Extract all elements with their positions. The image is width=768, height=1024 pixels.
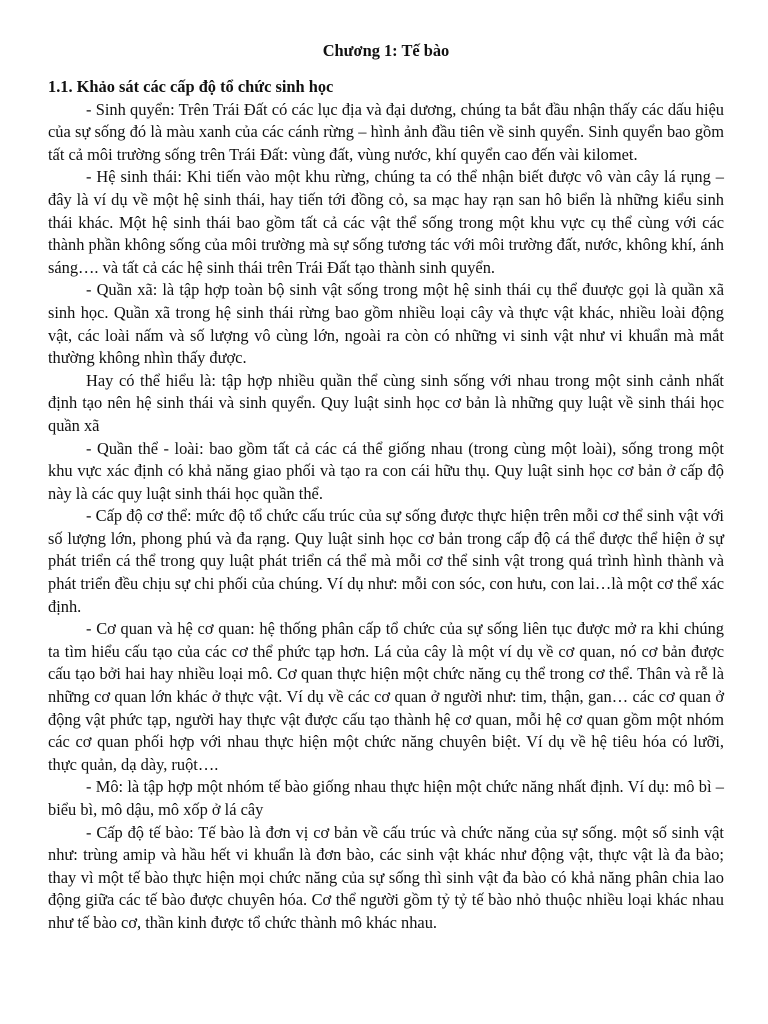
paragraph-cap-do-co-the: - Cấp độ cơ thể: mức độ tổ chức cấu trúc của sự sống được thực hiện trên mỗi cơ thể sinh vật với số lượng lớn, phong phú và đa rạng. Quy luật sinh học cơ bản trong cấp độ cá thể được thể hiện ở sự phát triển cá thể trong quy luật phát triển cá thể mà mỗi cơ thể sinh vật trong quá trình hình thành và phát triển đều chịu sự chi phối của chúng. Ví dụ như: mỗi con sóc, con hưu, con lai…là một cơ thể xác định. (48, 506, 724, 616)
chapter-title: Chương 1: Tế bào (322, 41, 450, 60)
section-title: 1.1. Khảo sát các cấp độ tổ chức sinh học (48, 77, 334, 96)
paragraph-cap-do-te-bao: - Cấp độ tế bào: Tế bào là đơn vị cơ bản về cấu trúc và chức năng của sự sống. một số sinh vật như: trùng amip và hầu hết vi khuẩn là đơn bào, các sinh vật khác như động vật, thực vật là đa bào; thay vì một tế bào thực hiện mọi chức năng của sự sống thì sinh vật đa bào có khả năng phân chia lao động giữa các tế bào được chuyên hóa. Cơ thể người gồm tỷ tỷ tế bào nhỏ thuộc nhiều loại khác nhau như tế bào cơ, thần kinh được tổ chức thành mô khác nhau. (48, 822, 724, 932)
paragraph-mo: - Mô: là tập hợp một nhóm tế bào giống nhau thực hiện một chức năng nhất định. Ví dụ: mô bì – biểu bì, mô dậu, mô xốp ở lá cây (48, 777, 724, 819)
paragraph-sinh-quyen: - Sinh quyển: Trên Trái Đất có các lục địa và đại dương, chúng ta bắt đầu nhận thấy các dấu hiệu của sự sống đó là màu xanh của các cánh rừng – hình ảnh đầu tiên về sinh quyển. Sinh quyển bao gồm tất cả môi trường sống trên Trái Đất: vùng đất, vùng nước, khí quyển cao đến vài kilomet. (48, 99, 724, 164)
paragraph-hay-co-the-hieu: Hay có thể hiểu là: tập hợp nhiều quần thể cùng sinh sống với nhau trong một sinh cảnh nhất định tạo nên hệ sinh thái và sinh quyển. Quy luật sinh học cơ bản là những quy luật về sinh thái học quần xã (48, 370, 724, 435)
paragraph-he-sinh-thai: - Hệ sinh thái: Khi tiến vào một khu rừng, chúng ta có thể nhận biết được vô vàn cây lá rụng – đây là ví dụ về một hệ sinh thái, hay tiến tới đồng cỏ, sa mạc hay rạn san hô biển là những kiểu sinh thái khác. Một hệ sinh thái bao gồm tất cả các vật thể sống trong một khu vực cụ thể cùng với các thành phần không sống của môi trường mà sự sống tương tác với môi trường đất, nước, không khí, ánh sáng…. và tất cả các hệ sinh thái trên Trái Đất tạo thành sinh quyển. (48, 167, 724, 277)
document-page (48, 40, 724, 935)
paragraph-quan-xa: - Quần xã: là tập hợp toàn bộ sinh vật sống trong một hệ sinh thái cụ thể đuược gọi là quần xã sinh học. Quần xã trong hệ sinh thái rừng bao gồm nhiều loại cây và thực vật khác, nhiều loài động vật, các loài nấm và số lượng vô cùng lớn, ngoài ra còn có những vi sinh vật như vi khuẩn mà mắt thường không nhìn thấy được. (48, 280, 724, 368)
paragraph-co-quan-he-co-quan: - Cơ quan và hệ cơ quan: hệ thống phân cấp tổ chức của sự sống liên tục được mở ra khi chúng ta tìm hiểu cấu tạo của các cơ thể phức tạp hơn. Lá của cây là một ví dụ về cơ quan, nó cơ bản được cấu tạo bởi hai hay nhiều loại mô. Cơ quan thực hiện một chức năng cụ thể trong cơ thể. Thân và rễ là những cơ quan lớn khác ở thực vật. Ví dụ về các cơ quan ở người như: tim, thận, gan… các cơ quan ở động vật phức tạp, người hay thực vật được cấu tạo thành hệ cơ quan, mỗi hệ cơ quan gồm một nhóm các cơ quan phối hợp với nhau thực hiện một chức năng chuyên biệt. Ví dụ về hệ tiêu hóa có lưỡi, thực quản, dạ dày, ruột…. (48, 619, 724, 774)
paragraph-quan-the-loai: - Quần thể - loài: bao gồm tất cả các cá thể giống nhau (trong cùng một loài), sống trong một khu vực xác định có khả năng giao phối và tạo ra con cái hữu thụ. Quy luật sinh học cơ bản ở cấp độ này là các quy luật sinh thái học quần thể. (48, 438, 724, 503)
